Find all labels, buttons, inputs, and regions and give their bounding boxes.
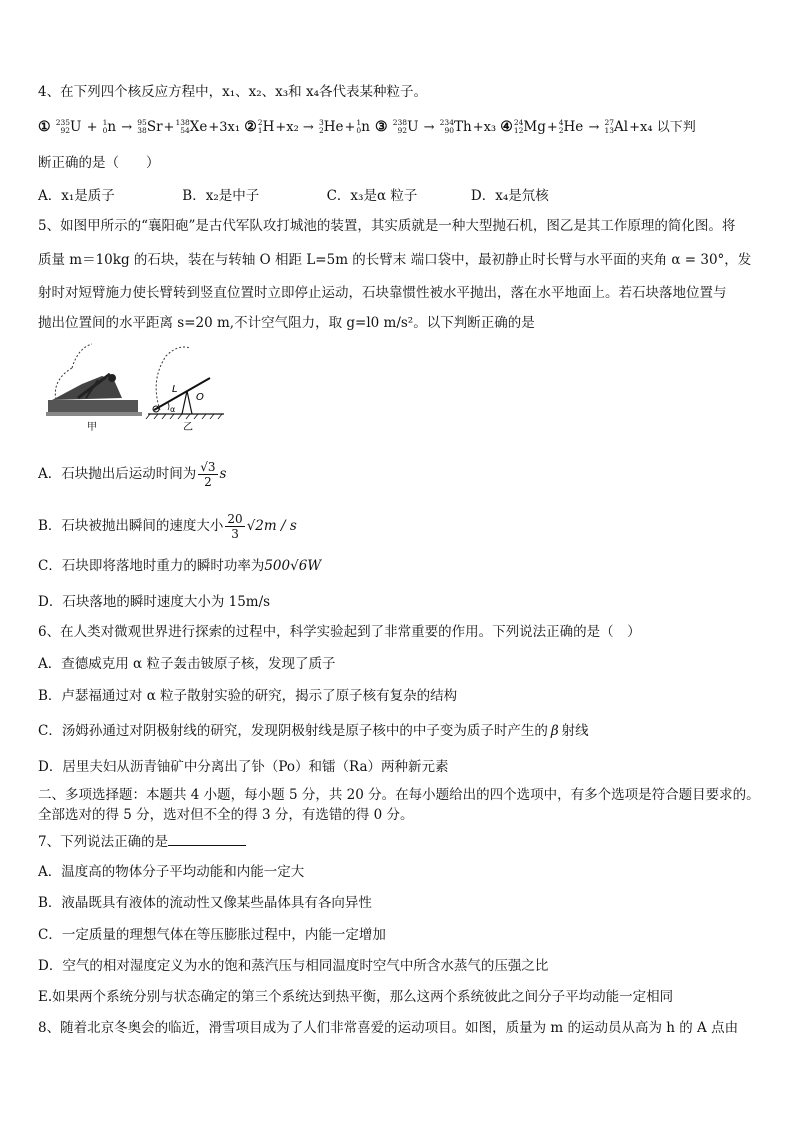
nuclide-sr: 95 38Sr: [137, 118, 163, 136]
eq1-marker: ①: [38, 119, 51, 135]
nuclide-h2: 2 1H: [257, 118, 275, 136]
q5-stem-line4: 抛出位置间的水平距离 s=20 m,不计空气阻力，取 g=l0 m/s²。以下判断正确的是: [38, 315, 535, 331]
q7-option-b: B．液晶既具有液体的流动性又像某些晶体具有各向异性: [38, 895, 372, 911]
principle-diagram: [146, 347, 224, 432]
fig-label-right: 乙: [183, 422, 193, 432]
nuclide-u235: 235 92U: [55, 118, 82, 136]
answer-blank: [168, 831, 246, 846]
q4-option-c: C．x₃是α 粒子: [326, 188, 418, 204]
eq2-marker: ②: [244, 119, 257, 135]
q8-stem-line1: 8、随着北京冬奥会的临近，滑雪项目成为了人们非常喜爱的运动项目。如图，质量为 m 的运动员从高为 h 的 A 点由: [38, 1020, 739, 1036]
q7-stem: 7、下列说法正确的是: [38, 831, 758, 852]
q6-stem: 6、在人类对微观世界进行探索的过程中，科学实验起到了非常重要的作用。下列说法正确的是（ ）: [38, 624, 641, 640]
q6-option-c: C．汤姆孙通过对阴极射线的研究，发现阴极射线是原子核中的中子变为质子时产生的 β 射线: [38, 723, 589, 739]
eq4-marker: ④: [500, 119, 513, 135]
q6-option-d: D．居里夫妇从沥青铀矿中分离出了钋（Po）和镭（Ra）两种新元素: [38, 759, 449, 775]
q5-option-b-fraction: $\frac{20}{3}$: [227, 512, 243, 541]
q4-options: [38, 186, 549, 206]
q5-option-a: A．石块抛出后运动时间为 $\frac{√3}{2}$ s: [38, 460, 227, 489]
q4-stem-line2: 断正确的是（ ）: [38, 155, 160, 171]
q4-option-d: D．x₄是氘核: [470, 188, 549, 204]
q5-option-c: C．石块即将落地时重力的瞬时功率为500√6W: [38, 558, 322, 574]
nuclide-he4: 4 2He: [558, 118, 584, 136]
q5-option-b: B．石块被抛出瞬间的速度大小 $\frac{20}{3}$ √2m / s: [38, 512, 297, 541]
q7-option-d: D．空气的相对湿度定义为水的饱和蒸汽压与相同温度时空气中所含水蒸气的压强之比: [38, 958, 549, 974]
fig-label-L: L: [172, 384, 178, 395]
q4-equations-tail: 以下判: [656, 120, 696, 135]
nuclide-u238: 238 92U: [392, 118, 419, 136]
fig-label-left: 甲: [87, 422, 97, 432]
nuclide-al: 27 13Al: [604, 118, 629, 136]
section2-heading-line1: 二、多项选择题：本题共 4 小题，每小题 5 分，共 20 分。在每小题给出的四个选项中，有多个选项是符合题目要求的。: [38, 787, 760, 803]
nuclide-n2: 1 0n: [356, 118, 370, 136]
section2-heading-line2: 全部选对的得 5 分，选对但不全的得 3 分，有选错的得 0 分。: [38, 807, 414, 823]
q5-stem-line1: 5、如图甲所示的“襄阳砲”是古代军队攻打城池的装置，其实质就是一种大型抛石机，图乙是其工作原理的简化图。将: [38, 218, 736, 234]
q7-option-c: C．一定质量的理想气体在等压膨胀过程中，内能一定增加: [38, 927, 386, 943]
eq3-marker: ③: [375, 119, 388, 135]
q6-option-b: B．卢瑟福通过对 α 粒子散射实验的研究，揭示了原子核有复杂的结构: [38, 688, 458, 704]
nuclide-th: 234 90Th: [439, 118, 472, 136]
fig-label-O: O: [196, 392, 204, 403]
q5-stem-line3: 射时对短臂施力使长臂转到竖直位置时立即停止运动，石块靠惯性被水平抛出，落在水平地面上。若石块落地位置与: [38, 285, 727, 301]
nuclide-he3: 3 2He: [318, 118, 344, 136]
q4-option-b: B．x₂是中子: [182, 188, 260, 204]
q4-stem: 4、在下列四个核反应方程中，x₁、x₂、x₃和 x₄各代表某种粒子。: [38, 84, 427, 100]
q4-option-a: A．x₁是质子: [38, 188, 115, 204]
nuclide-xe: 138 54Xe: [175, 118, 208, 136]
q6-option-a: A．查德威克用 α 粒子轰击铍原子核，发现了质子: [38, 656, 336, 672]
q7-option-a: A．温度高的物体分子平均动能和内能一定大: [38, 864, 305, 880]
q5-figure: [42, 340, 232, 432]
q4-equations: ① 235 92U + 1 0n → 95 38Sr+138 54Xe+3x₁ ②2 1H+x₂ → 3 2He+1 0n ③ 238 92U → 234 90Th+x₃ ④24 12Mg+4 2He → 27 13Al+x₄ 以下判: [38, 117, 758, 138]
catapult-illustration: [46, 344, 142, 432]
q5-option-a-fraction: $\frac{√3}{2}$: [200, 460, 216, 489]
q5-option-d: D．石块落地的瞬时速度大小为 15m/s: [38, 594, 271, 610]
nuclide-n: 1 0n: [102, 118, 117, 136]
fig-label-alpha: α: [170, 405, 176, 414]
q7-option-e: E.如果两个系统分别与状态确定的第三个系统达到热平衡，那么这两个系统彼此之间分子平均动能一定相同: [38, 989, 674, 1005]
nuclide-mg: 24 12Mg: [513, 118, 546, 136]
q5-stem-line2: 质量 m＝10kg 的石块，装在与转轴 O 相距 L=5m 的长臂末 端口袋中，最初静止时长臂与水平面的夹角 α = 30°，发: [38, 252, 752, 268]
